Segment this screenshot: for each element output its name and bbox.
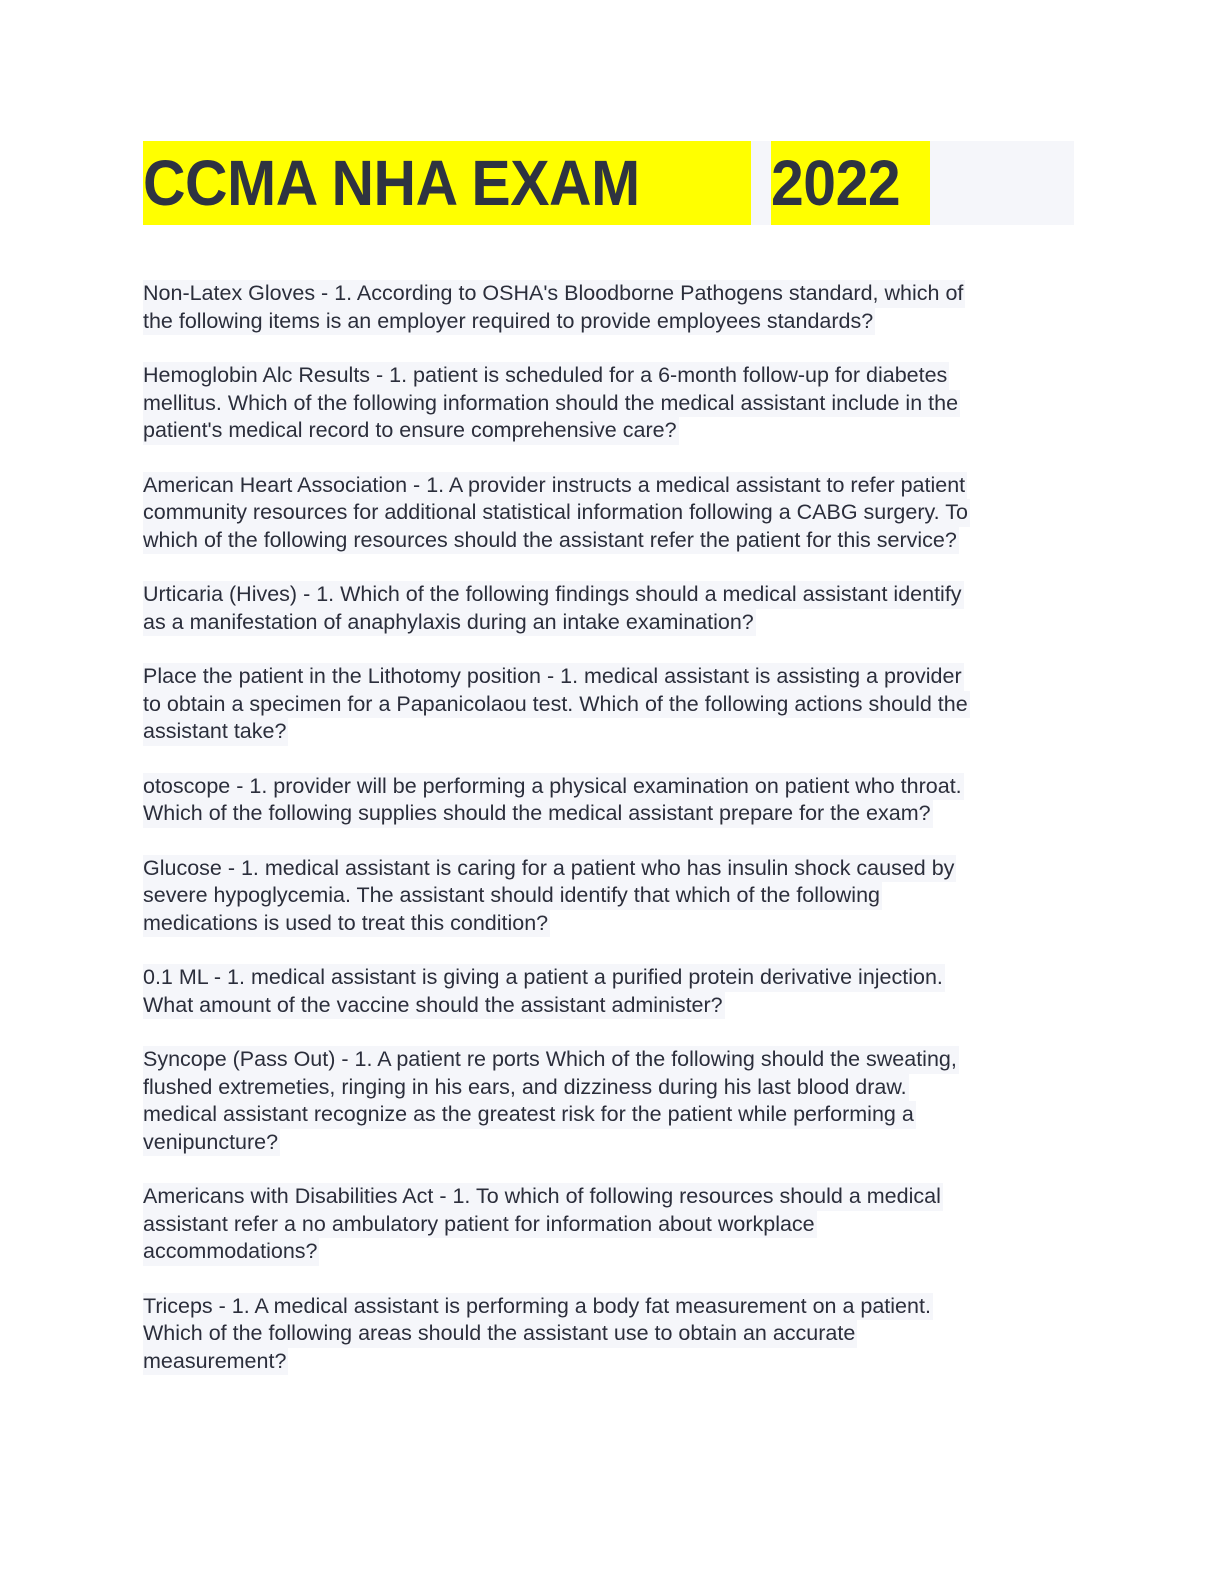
entry-line: community resources for additional statistical information following a CABG surgery. To: [143, 499, 970, 527]
entry-line: Glucose - 1. medical assistant is caring for a patient who has insulin shock caused by: [143, 855, 956, 883]
title-main-text: CCMA NHA EXAM: [143, 147, 640, 219]
entry-line: Syncope (Pass Out) - 1. A patient re ports Which of the following should the sweating,: [143, 1046, 959, 1074]
entry-line: medical assistant recognize as the greatest risk for the patient while performing a: [143, 1101, 916, 1129]
question-entry: [143, 472, 1083, 555]
entry-line: Urticaria (Hives) - 1. Which of the following findings should a medical assistant identify: [143, 581, 964, 609]
entry-line: to obtain a specimen for a Papanicolaou test. Which of the following actions should the: [143, 691, 970, 719]
entry-line: Which of the following supplies should the medical assistant prepare for the exam?: [143, 800, 933, 828]
entry-line: Americans with Disabilities Act - 1. To which of following resources should a medical: [143, 1183, 943, 1211]
entry-line: Hemoglobin Alc Results - 1. patient is scheduled for a 6-month follow-up for diabetes: [143, 362, 949, 390]
entry-line: What amount of the vaccine should the assistant administer?: [143, 992, 725, 1020]
question-list: [143, 280, 1083, 1402]
question-entry: [143, 1046, 1083, 1156]
entry-line: Place the patient in the Lithotomy position - 1. medical assistant is assisting a provider: [143, 663, 964, 691]
entry-line: medications is used to treat this condition?: [143, 910, 550, 938]
entry-line: the following items is an employer required to provide employees standards?: [143, 308, 875, 336]
entry-line: 0.1 ML - 1. medical assistant is giving a patient a purified protein derivative injection.: [143, 964, 945, 992]
entry-line: assistant refer a no ambulatory patient for information about workplace: [143, 1211, 817, 1239]
question-entry: [143, 1293, 1083, 1376]
entry-line: American Heart Association - 1. A provider instructs a medical assistant to refer patient: [143, 472, 967, 500]
entry-line: accommodations?: [143, 1238, 319, 1266]
entry-line: severe hypoglycemia. The assistant should identify that which of the following: [143, 882, 882, 910]
entry-line: patient's medical record to ensure comprehensive care?: [143, 417, 679, 445]
question-entry: [143, 1183, 1083, 1266]
question-entry: [143, 663, 1083, 746]
entry-line: venipuncture?: [143, 1129, 280, 1157]
document-title: [143, 141, 1074, 225]
title-year-text: 2022: [771, 147, 901, 219]
entry-line: flushed extremeties, ringing in his ears, and dizziness during his last blood draw.: [143, 1074, 909, 1102]
entry-line: otoscope - 1. provider will be performing a physical examination on patient who throat.: [143, 773, 964, 801]
question-entry: [143, 964, 1083, 1019]
title-highlight-main: [143, 141, 751, 225]
question-entry: [143, 855, 1083, 938]
entry-line: which of the following resources should the assistant refer the patient for this service?: [143, 527, 959, 555]
title-highlight-year: [771, 141, 930, 225]
entry-line: Triceps - 1. A medical assistant is performing a body fat measurement on a patient.: [143, 1293, 933, 1321]
question-entry: [143, 581, 1083, 636]
entry-line: assistant take?: [143, 718, 288, 746]
question-entry: [143, 773, 1083, 828]
entry-line: as a manifestation of anaphylaxis during an intake examination?: [143, 609, 756, 637]
entry-line: Which of the following areas should the assistant use to obtain an accurate: [143, 1320, 857, 1348]
entry-line: mellitus. Which of the following information should the medical assistant include in the: [143, 390, 960, 418]
question-entry: [143, 280, 1083, 335]
question-entry: [143, 362, 1083, 445]
entry-line: Non-Latex Gloves - 1. According to OSHA's Bloodborne Pathogens standard, which of: [143, 280, 965, 308]
entry-line: measurement?: [143, 1348, 288, 1376]
